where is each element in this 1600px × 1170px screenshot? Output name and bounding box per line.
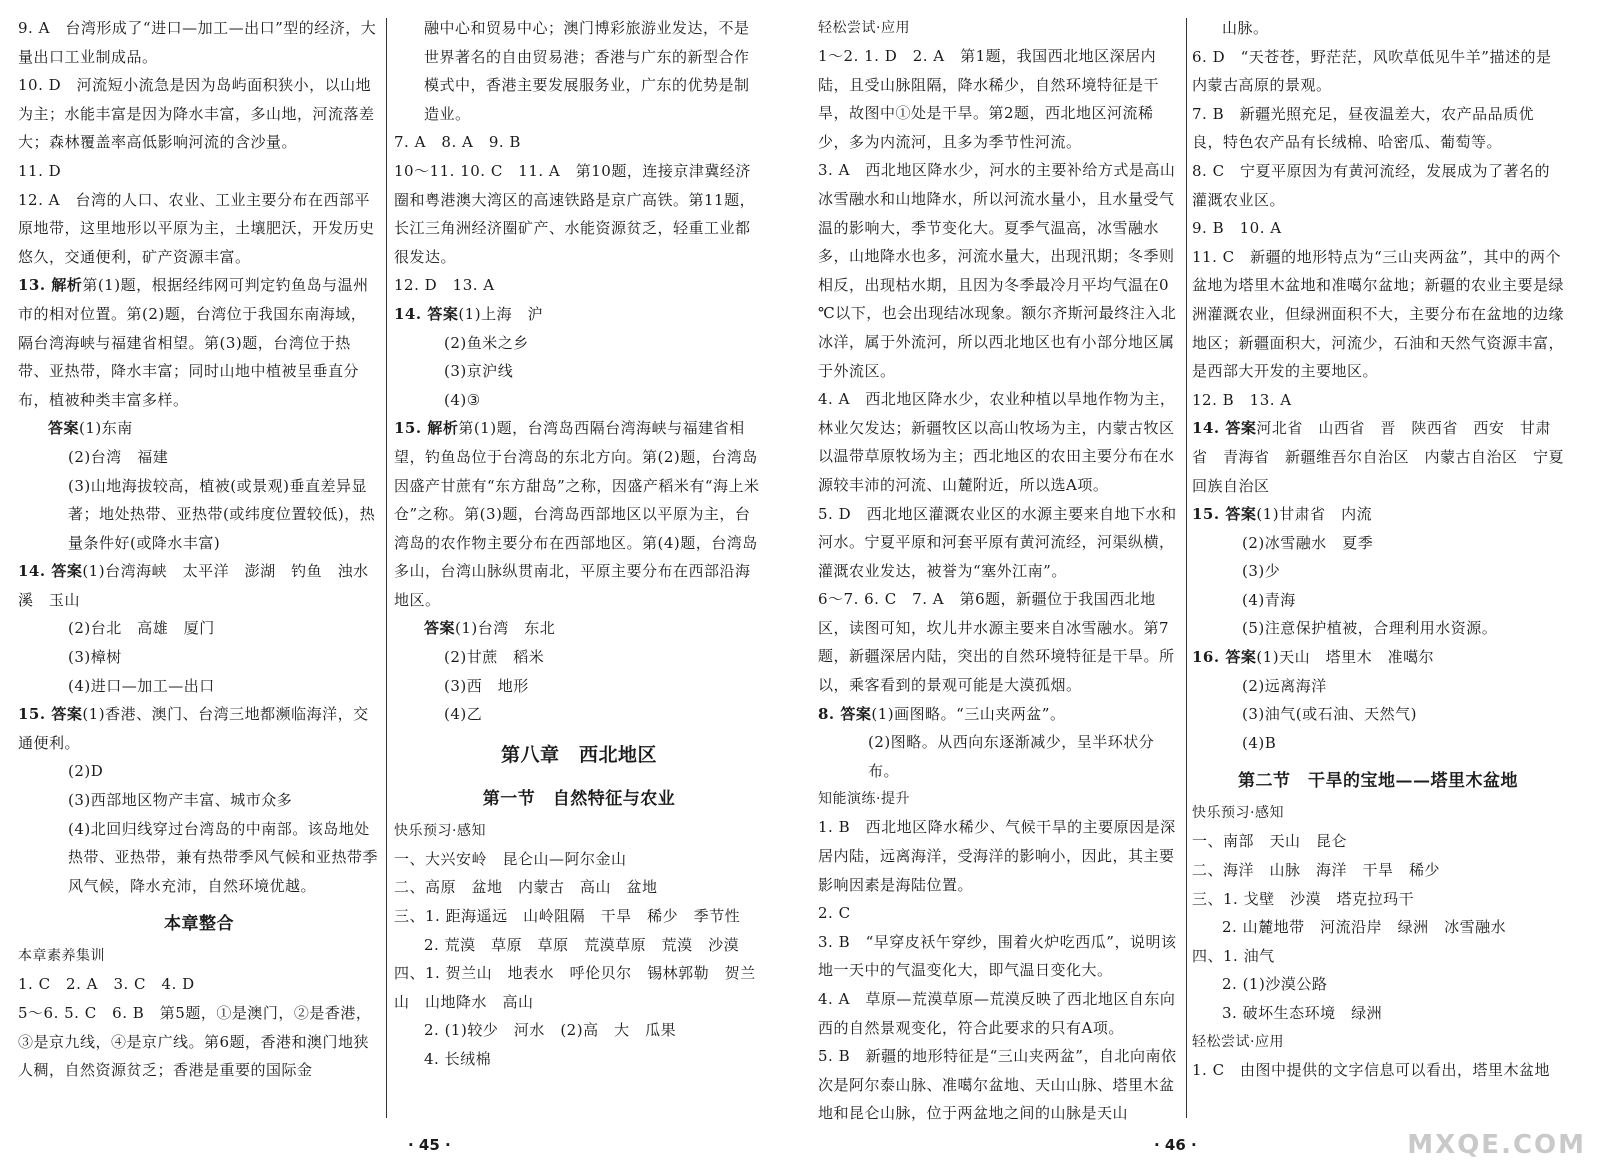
- answer-text: (4)乙: [444, 705, 483, 724]
- chapter-summary-title: 本章整合: [164, 914, 234, 935]
- column-divider-right: [1186, 18, 1187, 1118]
- answer-label: 16. 答案: [1192, 648, 1257, 667]
- analysis-text: 第(1)题，台湾岛西隔台湾海峡与福建省相望，钓鱼岛位于台湾岛的东北方向。第(2)题，台湾岛因盛产甘蔗有“东方甜岛”之称，因盛产稻米有“海上米仓”之称。第(3)题，台湾岛西部地区以平原为主，台湾岛的农作物主要分布在西部地区。第(4)题，台湾岛多山，台湾山脉纵贯南北，平原主要分布在西部沿海地区。: [394, 419, 760, 609]
- answer-label: 14. 答案: [18, 562, 83, 581]
- answer-1-2: 1～2. 1. D 2. A 第1题，我国西北地区深居内陆，且受山脉阻隔，降水稀少，自然环境特征是干旱，故图中①处是干旱。第2题，西北地区河流稀少，多为内流河，且多为季节性河流。: [818, 47, 1160, 151]
- answer-text: (1)画图略。“三山夹两盆”。: [871, 704, 1066, 723]
- answer-label: 14. 答案: [1192, 419, 1257, 438]
- answer-text: (2)台北 高雄 厦门: [68, 619, 215, 638]
- preview-item: 二、高原 盆地 内蒙古 高山 盆地: [394, 878, 658, 897]
- answer-text: (2)D: [68, 762, 104, 781]
- answer-14: [18, 557, 380, 614]
- answer-16: [1192, 643, 1564, 672]
- preview-item: 2. 荒漠 草原 草原 荒漠草原 荒漠 沙漠: [424, 935, 740, 954]
- answer-text: (2)图略。从西向东逐渐减少，呈半环状分布。: [868, 733, 1155, 780]
- answer-row: 9. B 10. A: [1192, 219, 1282, 238]
- section-heading: 知能演练·提升: [818, 791, 910, 808]
- preview-item: 2. 山麓地带 河流沿岸 绿洲 冰雪融水: [1222, 918, 1507, 937]
- page45-column-left: [18, 14, 380, 1085]
- answer-14: [394, 300, 764, 329]
- answer-14: [1192, 414, 1564, 500]
- section-heading: 轻松尝试·应用: [1192, 1033, 1284, 1050]
- answer-label: 14. 答案: [394, 304, 459, 323]
- section-heading: 快乐预习·感知: [394, 822, 486, 839]
- preview-item: 一、大兴安岭 昆仑山—阿尔金山: [394, 849, 627, 868]
- answer-6-7: 6～7. 6. C 7. A 第6题，新疆位于我国西北地区，读图可知，坎儿井水源主要来自冰雪融水。第7题，新疆深居内陆，突出的自然环境特征是干旱。所以，乘客看到的景观可能是大漠孤烟。: [818, 590, 1175, 695]
- answer-13-key: [18, 414, 380, 443]
- answer-15-key: [394, 614, 764, 643]
- analysis-label: 15. 解析: [394, 419, 459, 438]
- answer-15: [1192, 500, 1564, 529]
- answer-text: (4)北回归线穿过台湾岛的中南部。该岛地处热带、亚热带，兼有热带季风气候和亚热带季风气候，降水充沛，自然环境优越。: [68, 819, 379, 895]
- answer-text: (5)注意保护植被，合理利用水资源。: [1242, 619, 1498, 638]
- answer-text: (2)甘蔗 稻米: [444, 648, 545, 667]
- answer-6: 6. D “天苍苍，野茫茫，风吹草低见牛羊”描述的是内蒙古高原的景观。: [1192, 47, 1552, 95]
- answer-10-11: 10～11. 10. C 11. A 第10题，连接京津冀经济圈和粤港澳大湾区的高速铁路是京广高铁。第11题，长江三角洲经济圈矿产、水能资源贫乏，轻重工业都很发达。: [394, 161, 756, 266]
- answer-row: 1. C 2. A 3. C 4. D: [18, 975, 195, 994]
- preview-item: 二、海洋 山脉 海洋 干旱 稀少: [1192, 861, 1441, 880]
- page-number-right: · 46 ·: [1154, 1136, 1197, 1154]
- answer-8: [818, 700, 1180, 729]
- answer-12: 12. A 台湾的人口、农业、工业主要分布在西部平原地带，这里地形以平原为主，土壤肥沃，开发历史悠久，交通便利，矿产资源丰富。: [18, 190, 375, 266]
- answer-text: (3)少: [1242, 562, 1281, 581]
- answer-label: 15. 答案: [1192, 505, 1257, 524]
- section-title: 第一节 自然特征与农业: [482, 788, 676, 809]
- answer-text: (1)甘肃省 内流: [1256, 505, 1373, 524]
- preview-item: 2. (1)沙漠公路: [1222, 975, 1328, 994]
- answer-text: (3)山地海拔较高，植被(或景观)垂直差异显著；地处热带、亚热带(或纬度位置较低)，热量条件好(或降水丰富): [68, 476, 376, 552]
- answer-15: [394, 414, 764, 614]
- analysis-label: 13. 解析: [18, 276, 83, 295]
- answer-text: 河北省 山西省 晋 陕西省 西安 甘肃省 青海省 新疆维吾尔自治区 内蒙古自治区 宁夏回族自治区: [1192, 419, 1565, 495]
- page46-column-left: [818, 14, 1180, 1128]
- answer-text: (1)香港、澳门、台湾三地都濒临海洋，交通便利。: [18, 705, 369, 752]
- page45-column-right: [394, 14, 764, 1074]
- answer-4: 4. A 西北地区降水少，农业种植以旱地作物为主，林业欠发达；新疆牧区以高山牧场为主，内蒙古牧区以温带草原牧场为主；西北地区的农田主要分布在水源较丰沛的河流、山麓附近，所以选A项。: [818, 390, 1176, 494]
- answer-11: 11. D: [18, 161, 62, 180]
- answer-5: 5. B 新疆的地形特征是“三山夹两盆”，自北向南依次是阿尔泰山脉、准噶尔盆地、天山山脉、塔里木盆地和昆仑山脉，位于两盆地之间的山脉是天山: [818, 1047, 1177, 1123]
- answer-9: 9. A 台湾形成了“进口—加工—出口”型的经济，大量出口工业制成品。: [18, 19, 377, 66]
- answer-text: (1)东南: [79, 419, 133, 438]
- answer-text: (3)京沪线: [444, 362, 514, 381]
- answer-1: 1. B 西北地区降水稀少、气候干旱的主要原因是深居内陆，远离海洋，受海洋的影响小，因此，其主要影响因素是海陆位置。: [818, 818, 1176, 894]
- preview-item: 2. (1)较少 河水 (2)高 大 瓜果: [424, 1021, 677, 1040]
- answer-label: 答案: [48, 419, 80, 438]
- answer-4: 4. A 草原—荒漠草原—荒漠反映了西北地区自东向西的自然景观变化，符合此要求的只有A项。: [818, 990, 1176, 1037]
- section-heading: 本章素养集训: [18, 948, 105, 965]
- answer-text: (1)天山 塔里木 准噶尔: [1256, 648, 1435, 667]
- column-divider-left: [386, 18, 387, 1118]
- answer-text: (2)台湾 福建: [68, 447, 169, 466]
- chapter-title: 第八章 西北地区: [500, 743, 657, 766]
- answer-text: (1)台湾 东北: [455, 619, 556, 638]
- continued-text: 融中心和贸易中心；澳门博彩旅游业发达，不是世界著名的自由贸易港；香港与广东的新型合作模式中，香港主要发展服务业，广东的优势是制造业。: [424, 19, 750, 123]
- answer-text: (3)樟树: [68, 648, 122, 667]
- answer-label: 8. 答案: [818, 704, 872, 723]
- answer-3: 3. B “早穿皮袄午穿纱，围着火炉吃西瓜”，说明该地一天中的气温变化大，即气温日变化大。: [818, 932, 1177, 980]
- preview-item: 三、1. 距海遥远 山岭阻隔 干旱 稀少 季节性: [394, 907, 741, 926]
- answer-text: (4)③: [444, 390, 481, 409]
- answer-10: 10. D 河流短小流急是因为岛屿面积狭小，以山地为主；水能丰富是因为降水丰富，多山地，河流落差大；森林覆盖率高低影响河流的含沙量。: [18, 76, 375, 152]
- answer-text: (4)青海: [1242, 590, 1296, 609]
- answer-11: 11. C 新疆的地形特点为“三山夹两盆”，其中的两个盆地为塔里木盆地和准噶尔盆地；新疆的农业主要是绿洲灌溉农业，但绿洲面积不大，主要分布在盆地的边缘地区；新疆面积大，河流少，石油和天然气资源丰富，是西部大开发的主要地区。: [1192, 247, 1565, 381]
- section-title: 第二节 干旱的宝地——塔里木盆地: [1238, 771, 1518, 792]
- answer-8: 8. C 宁夏平原因为有黄河流经，发展成为了著名的灌溉农业区。: [1192, 161, 1551, 209]
- answer-2: 2. C: [818, 904, 851, 923]
- answer-15: [18, 700, 380, 757]
- continued-text: 山脉。: [1222, 19, 1269, 37]
- answer-label: 答案: [424, 619, 456, 638]
- preview-item: 三、1. 戈壁 沙漠 塔克拉玛干: [1192, 889, 1415, 908]
- answer-text: (3)西 地形: [444, 676, 529, 695]
- answer-text: (1)上海 沪: [458, 304, 544, 323]
- page-number-left: · 45 ·: [408, 1136, 451, 1154]
- answer-text: (4)进口—加工—出口: [68, 676, 215, 695]
- answer-5: 5. D 西北地区灌溉农业区的水源主要来自地下水和河水。宁夏平原和河套平原有黄河流经，河渠纵横，灌溉农业发达，被誉为“塞外江南”。: [818, 504, 1177, 580]
- preview-item: 一、南部 天山 昆仑: [1192, 832, 1348, 851]
- answer-text: (2)冰雪融水 夏季: [1242, 533, 1374, 552]
- preview-item: 4. 长绒棉: [424, 1050, 492, 1068]
- section-heading: 轻松尝试·应用: [818, 20, 910, 36]
- answer-row: 12. B 13. A: [1192, 390, 1292, 409]
- preview-item: 3. 破坏生态环境 绿洲: [1222, 1004, 1383, 1022]
- answer-7: 7. B 新疆光照充足，昼夜温差大，农产品品质优良，特色农产品有长绒棉、哈密瓜、葡萄等。: [1192, 104, 1535, 152]
- answer-text: (2)远离海洋: [1242, 676, 1327, 695]
- analysis-text: 第(1)题，根据经纬网可判定钓鱼岛与温州市的相对位置。第(2)题，台湾位于我国东南海域，隔台湾海峡与福建省相望。第(3)题，台湾位于热带、亚热带，降水丰富；同时山地中植被呈垂直分布，植被种类丰富多样。: [18, 276, 369, 409]
- answer-label: 15. 答案: [18, 705, 83, 724]
- answer-5-6: 5～6. 5. C 6. B 第5题，①是澳门，②是香港，③是京九线，④是京广线。第6题，香港和澳门地狭人稠，自然资源贫乏；香港是重要的国际金: [18, 1004, 372, 1080]
- answer-row: 12. D 13. A: [394, 276, 495, 295]
- answer-text: (4)B: [1242, 733, 1277, 752]
- answer-text: (3)油气(或石油、天然气): [1242, 705, 1417, 724]
- answer-text: (2)鱼米之乡: [444, 333, 529, 352]
- page46-column-right: [1192, 14, 1564, 1084]
- answer-text: (3)西部地区物产丰富、城市众多: [68, 791, 293, 810]
- watermark-logo: MXQE.COM: [1407, 1130, 1586, 1160]
- answer-13: [18, 271, 380, 414]
- answer-1: 1. C 由图中提供的文字信息可以看出，塔里木盆地: [1192, 1060, 1551, 1079]
- section-heading: 快乐预习·感知: [1192, 805, 1284, 822]
- answer-3: 3. A 西北地区降水少，河水的主要补给方式是高山冰雪融水和山地降水，所以河流水量小，且水量受气温的影响大，季节变化大。夏季气温高，冰雪融水多，山地降水也多，河流水量大，出现汛期；冬季则相反，出现枯水期，且因为冬季最冷月平均气温在0 ℃以下，也会出现结冰现象。额尔齐斯河最终注入北冰洋，属于外流河，所以西北地区也有小部分地区属于外流区。: [818, 161, 1177, 380]
- preview-item: 四、1. 油气: [1192, 946, 1275, 965]
- answer-text: (1)台湾海峡 太平洋 澎湖 钓鱼 浊水溪 玉山: [18, 562, 369, 609]
- answer-row: 7. A 8. A 9. B: [394, 133, 521, 152]
- preview-item: 四、1. 贺兰山 地表水 呼伦贝尔 锡林郭勒 贺兰山 山地降水 高山: [394, 964, 756, 1011]
